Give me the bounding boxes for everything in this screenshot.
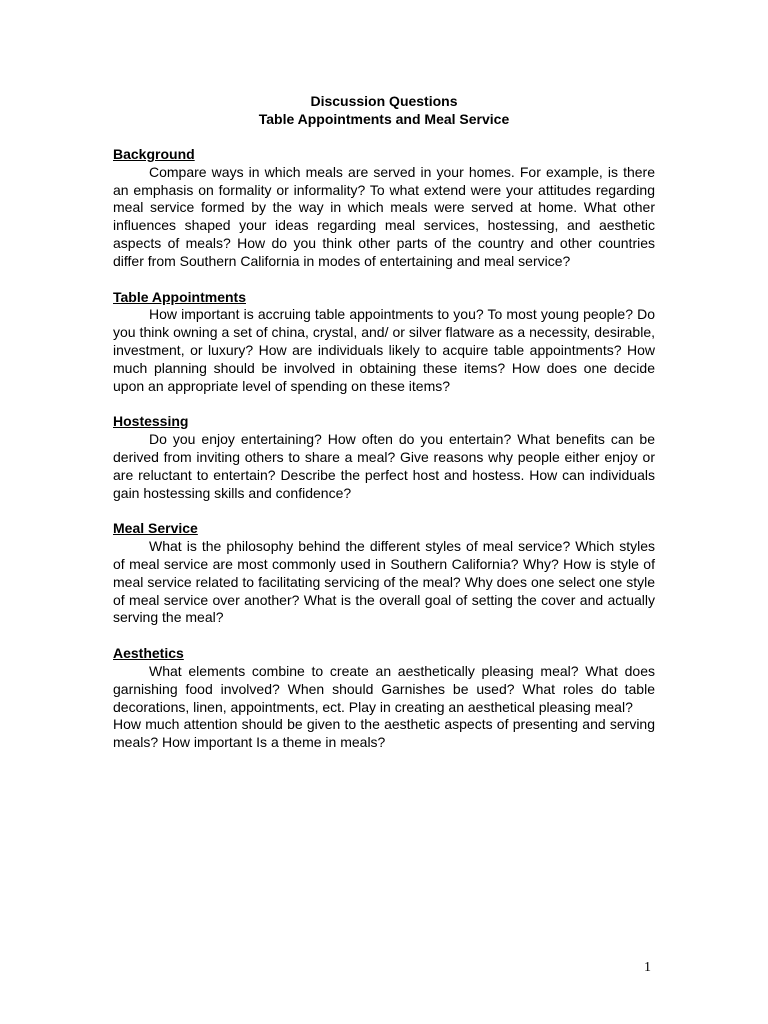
section-paragraph: What is the philosophy behind the different styles of meal service? Which styles of meal service are most commonly used in Southern California? Why? How is style of meal service related to facilitating servicing of the meal? Why does one select one style of meal service over another? What is the overall goal of setting the cover and actually serving the meal?: [113, 538, 655, 626]
document-body: [113, 146, 655, 770]
section-heading: Table Appointments: [113, 288, 246, 305]
section-meal-service: [113, 520, 655, 627]
document-subtitle: Table Appointments and Meal Service: [258, 111, 510, 127]
section-paragraph: Compare ways in which meals are served in your homes. For example, is there an emphasis on formality or informality? To what extend were your attitudes regarding meal service formed by the way in which meals were served at home. What other influences shaped your ideas regarding meal services, hostessing, and aesthetic aspects of meals? How do you think other parts of the country and other countries differ from Southern California in modes of entertaining and meal service?: [113, 163, 655, 269]
section-paragraph: Do you enjoy entertaining? How often do you entertain? What benefits can be derived from inviting others to share a meal? Give reasons why people either enjoy or are reluctant to entertain? Describe the perfect host and hostess. How can individuals gain hostessing skills and confidence?: [113, 431, 655, 501]
section-background: [113, 146, 655, 271]
section-paragraph: What elements combine to create an aesthetically pleasing meal? What does garnishing food involved? When should Garnishes be used? What roles do table decorations, linen, appointments, ect. Play in creating an aesthetical pleasing meal?: [113, 662, 655, 715]
page-number: 1: [644, 960, 651, 975]
section-paragraph: How important is accruing table appointments to you? To most young people? Do you think owning a set of china, crystal, and/ or silver flatware as a necessity, desirable, investment, or luxury? How are individuals likely to acquire table appointments? How much planning should be involved in obtaining these items? How does one decide upon an appropriate level of spending on these items?: [113, 306, 655, 394]
section-heading: Aesthetics: [113, 645, 184, 662]
title-block: [0, 92, 768, 128]
section-heading: Background: [113, 146, 195, 162]
section-heading: Hostessing: [113, 413, 189, 430]
document-title: Discussion Questions: [310, 93, 458, 109]
section-aesthetics: [113, 645, 655, 752]
section-table-appointments: [113, 289, 655, 396]
section-heading: Meal Service: [113, 520, 198, 537]
section-hostessing: [113, 413, 655, 502]
section-paragraph-continued: How much attention should be given to the aesthetic aspects of presenting and serving meals? How important Is a theme in meals?: [113, 716, 655, 751]
